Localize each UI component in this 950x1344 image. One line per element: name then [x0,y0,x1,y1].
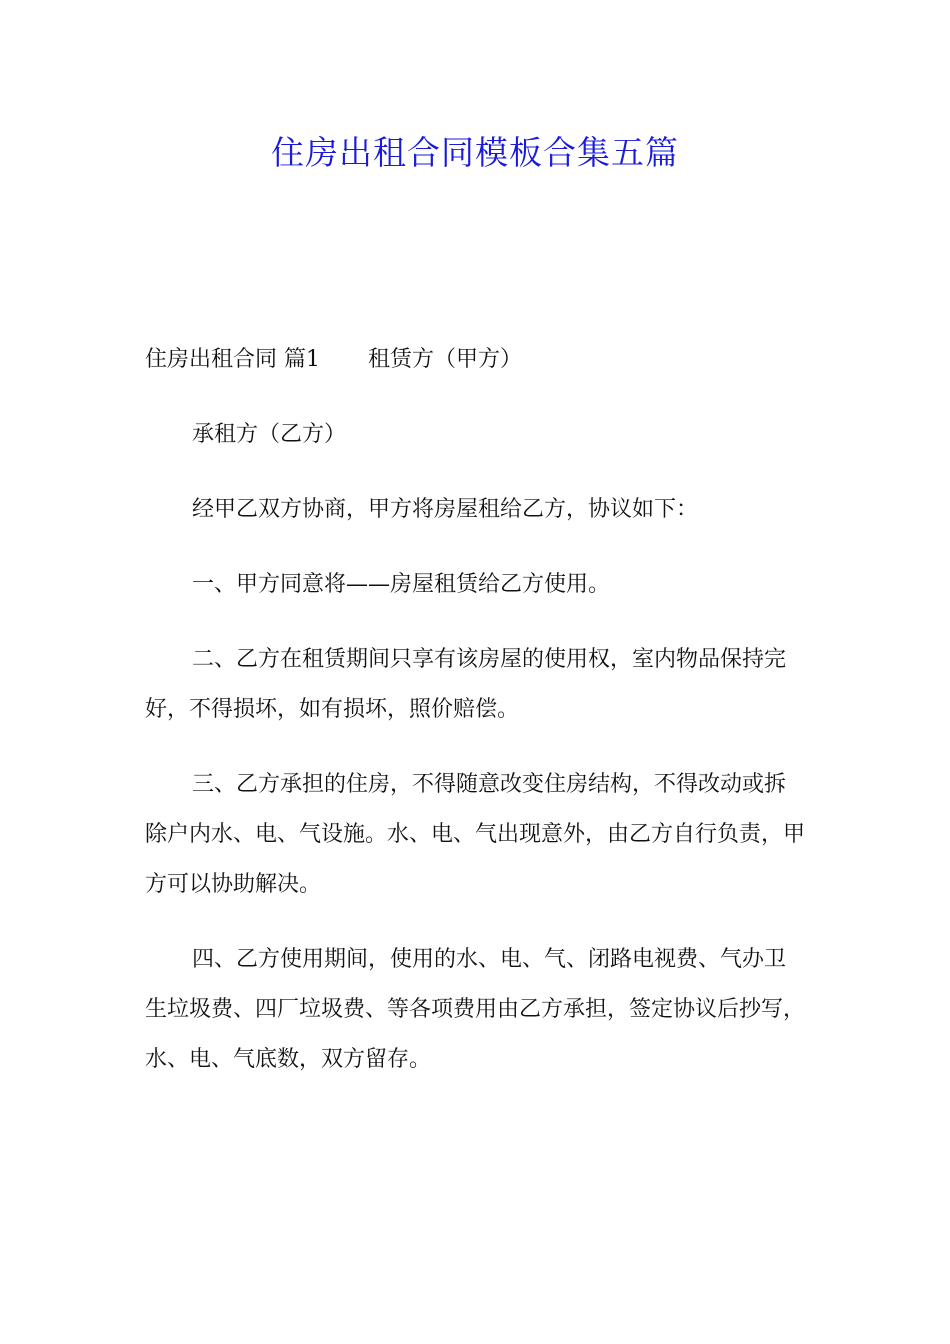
paragraph-text: 租赁方（甲方） [368,347,523,372]
paragraph-clause-2: 二、乙方在租赁期间只享有该房屋的使用权，室内物品保持完好，不得损坏，如有损坏，照价赔偿。 [145,647,787,722]
paragraph-clause-4: 四、乙方使用期间，使用的水、电、气、闭路电视费、气办卫生垃圾费、四厂垃圾费、等各项费用由乙方承担，签定协议后抄写，水、电、气底数，双方留存。 [145,947,806,1072]
document-title: 住房出租合同模板合集五篇 [271,133,679,172]
paragraph-clause-1: 一、甲方同意将——房屋租赁给乙方使用。 [192,572,611,597]
document-body [145,335,807,1110]
paragraph-agreement-intro: 经甲乙双方协商，甲方将房屋租给乙方，协议如下： [192,497,699,522]
paragraph-clause-3: 三、乙方承担的住房，不得随意改变住房结构，不得改动或拆除户内水、电、气设施。水、电、气出现意外，由乙方自行负责，甲方可以协助解决。 [145,772,806,897]
paragraph-party-a [145,335,807,385]
paragraph-party-b: 承租方（乙方） [192,422,347,447]
section-label: 住房出租合同 篇1 [145,347,320,372]
